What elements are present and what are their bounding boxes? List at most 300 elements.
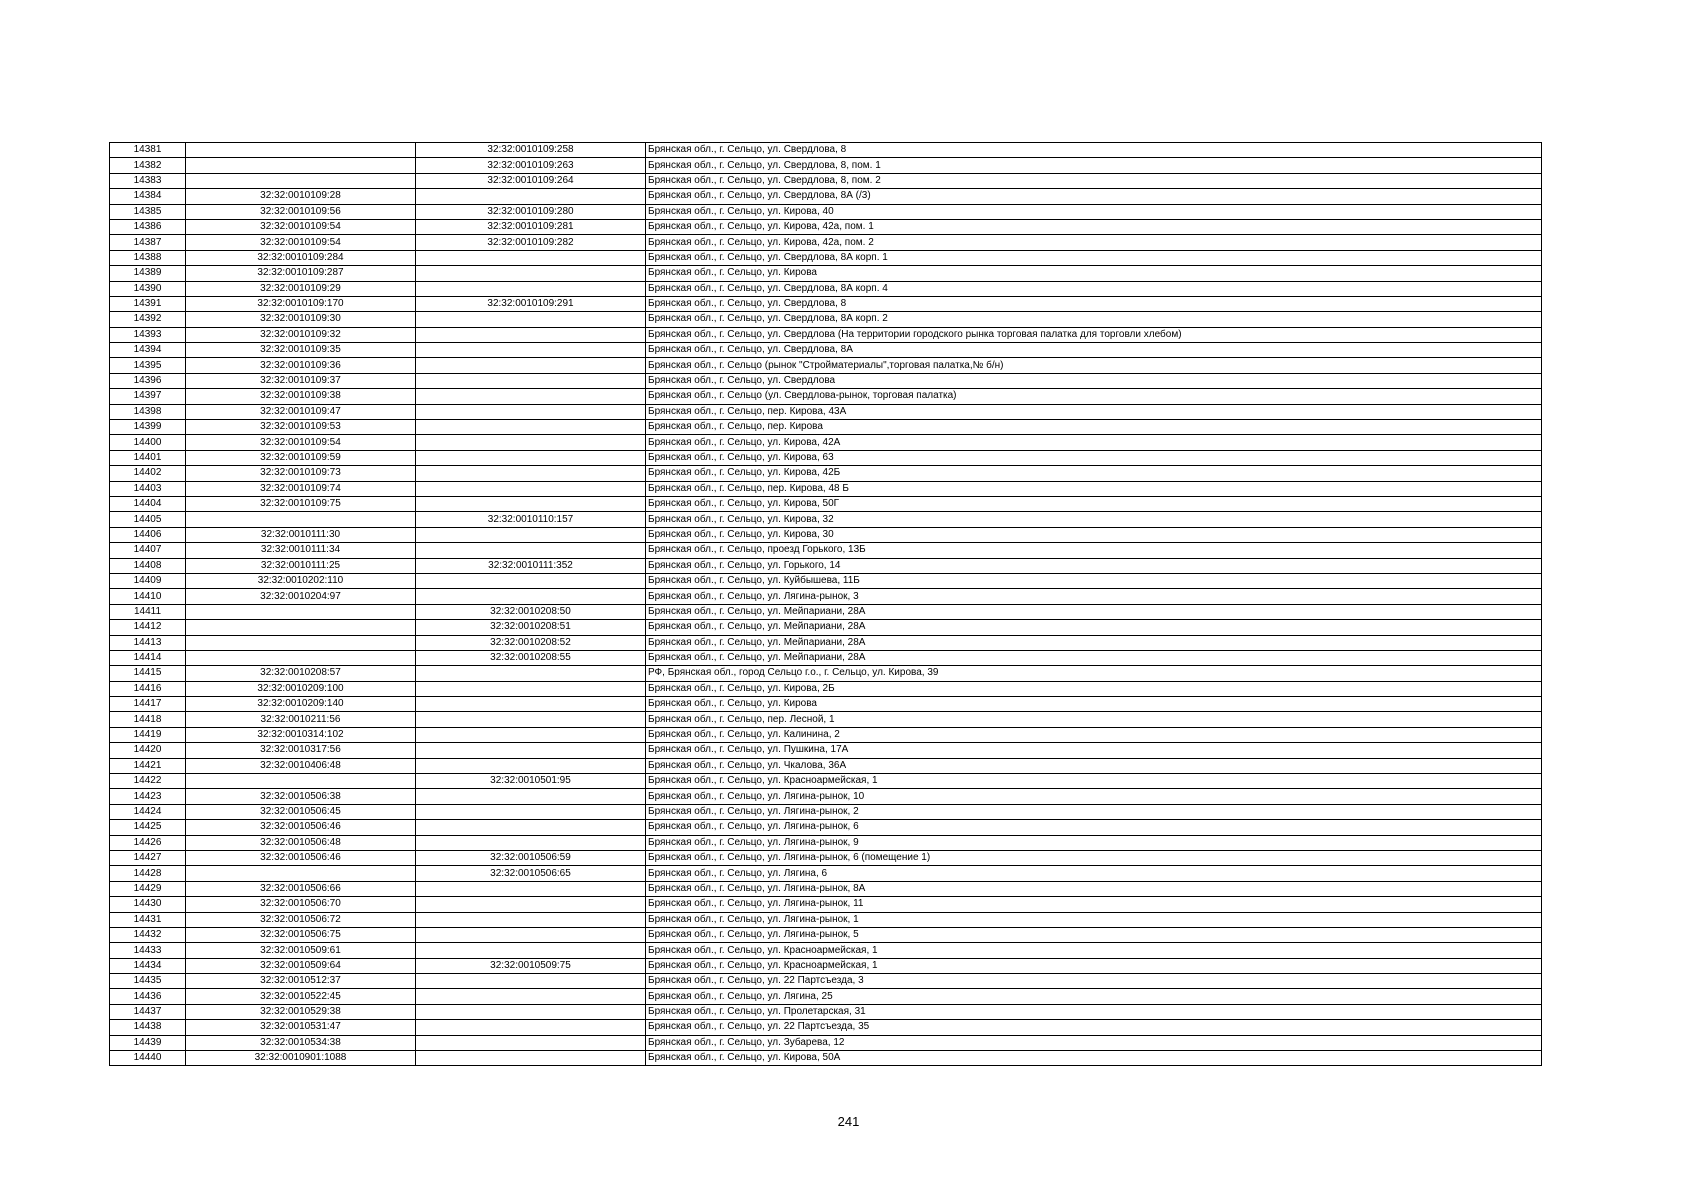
cadastral-number-2-cell xyxy=(416,712,646,727)
row-number-cell: 14381 xyxy=(110,143,186,158)
table-row xyxy=(110,481,1542,496)
cadastral-number-2-cell xyxy=(416,1020,646,1035)
address-cell: Брянская обл., г. Сельцо, ул. Красноармейская, 1 xyxy=(646,943,1542,958)
row-number-cell: 14417 xyxy=(110,697,186,712)
cadastral-number-2-cell: 32:32:0010109:280 xyxy=(416,204,646,219)
table-row xyxy=(110,635,1542,650)
cadastral-number-cell: 32:32:0010512:37 xyxy=(186,974,416,989)
cadastral-number-cell: 32:32:0010531:47 xyxy=(186,1020,416,1035)
row-number-cell: 14421 xyxy=(110,758,186,773)
address-cell: Брянская обл., г. Сельцо, ул. Куйбышева, 11Б xyxy=(646,573,1542,588)
row-number-cell: 14434 xyxy=(110,958,186,973)
cadastral-number-cell: 32:32:0010109:59 xyxy=(186,450,416,465)
cadastral-number-cell: 32:32:0010111:25 xyxy=(186,558,416,573)
cadastral-number-cell: 32:32:0010534:38 xyxy=(186,1035,416,1050)
table-row xyxy=(110,158,1542,173)
address-cell: Брянская обл., г. Сельцо, ул. Красноармейская, 1 xyxy=(646,958,1542,973)
row-number-cell: 14423 xyxy=(110,789,186,804)
address-cell: Брянская обл., г. Сельцо, ул. Кирова, 63 xyxy=(646,450,1542,465)
cadastral-number-cell: 32:32:0010109:54 xyxy=(186,435,416,450)
row-number-cell: 14422 xyxy=(110,774,186,789)
table-row xyxy=(110,835,1542,850)
table-row xyxy=(110,219,1542,234)
address-cell: Брянская обл., г. Сельцо, ул. Лягина-рынок, 6 (помещение 1) xyxy=(646,850,1542,865)
table-row xyxy=(110,712,1542,727)
row-number-cell: 14435 xyxy=(110,974,186,989)
address-cell: Брянская обл., г. Сельцо, ул. 22 Партсъезда, 3 xyxy=(646,974,1542,989)
address-cell: Брянская обл., г. Сельцо, проезд Горького, 13Б xyxy=(646,543,1542,558)
table-row xyxy=(110,450,1542,465)
table-row xyxy=(110,804,1542,819)
row-number-cell: 14394 xyxy=(110,343,186,358)
cadastral-number-cell: 32:32:0010522:45 xyxy=(186,989,416,1004)
row-number-cell: 14397 xyxy=(110,389,186,404)
cadastral-number-2-cell xyxy=(416,804,646,819)
address-cell: Брянская обл., г. Сельцо, ул. Лягина, 25 xyxy=(646,989,1542,1004)
cadastral-number-2-cell: 32:32:0010109:282 xyxy=(416,235,646,250)
cadastral-number-2-cell: 32:32:0010111:352 xyxy=(416,558,646,573)
cadastral-number-2-cell xyxy=(416,466,646,481)
row-number-cell: 14391 xyxy=(110,296,186,311)
cadastral-number-cell: 32:32:0010506:72 xyxy=(186,912,416,927)
cadastral-number-cell: 32:32:0010109:47 xyxy=(186,404,416,419)
cadastral-number-2-cell xyxy=(416,1035,646,1050)
cadastral-number-cell: 32:32:0010901:1088 xyxy=(186,1051,416,1066)
address-cell: Брянская обл., г. Сельцо, ул. Чкалова, 36А xyxy=(646,758,1542,773)
table-row xyxy=(110,389,1542,404)
cadastral-number-cell: 32:32:0010109:56 xyxy=(186,204,416,219)
address-cell: Брянская обл., г. Сельцо (ул. Свердлова-рынок, торговая палатка) xyxy=(646,389,1542,404)
table-row xyxy=(110,420,1542,435)
cadastral-number-cell: 32:32:0010506:75 xyxy=(186,927,416,942)
table-row xyxy=(110,189,1542,204)
table-row xyxy=(110,820,1542,835)
row-number-cell: 14401 xyxy=(110,450,186,465)
table-row xyxy=(110,466,1542,481)
row-number-cell: 14382 xyxy=(110,158,186,173)
cadastral-number-2-cell xyxy=(416,496,646,511)
table-row xyxy=(110,758,1542,773)
address-cell: Брянская обл., г. Сельцо, ул. Кирова, 30 xyxy=(646,527,1542,542)
row-number-cell: 14384 xyxy=(110,189,186,204)
table-row xyxy=(110,543,1542,558)
cadastral-number-2-cell xyxy=(416,835,646,850)
cadastral-number-2-cell xyxy=(416,681,646,696)
cadastral-number-cell: 32:32:0010506:70 xyxy=(186,897,416,912)
address-cell: Брянская обл., г. Сельцо, ул. Лягина-рынок, 10 xyxy=(646,789,1542,804)
table-row xyxy=(110,1004,1542,1019)
table-row xyxy=(110,358,1542,373)
row-number-cell: 14405 xyxy=(110,512,186,527)
address-cell: Брянская обл., г. Сельцо, ул. Свердлова, 8, пом. 2 xyxy=(646,173,1542,188)
address-cell: Брянская обл., г. Сельцо, ул. Кирова, 42А xyxy=(646,435,1542,450)
address-cell: Брянская обл., г. Сельцо, ул. Свердлова, 8 xyxy=(646,296,1542,311)
row-number-cell: 14431 xyxy=(110,912,186,927)
table-row xyxy=(110,620,1542,635)
cadastral-number-2-cell xyxy=(416,404,646,419)
cadastral-number-2-cell: 32:32:0010208:51 xyxy=(416,620,646,635)
cadastral-number-2-cell xyxy=(416,820,646,835)
address-cell: Брянская обл., г. Сельцо, ул. Кирова, 2Б xyxy=(646,681,1542,696)
cadastral-number-2-cell xyxy=(416,927,646,942)
cadastral-number-2-cell xyxy=(416,881,646,896)
table-row xyxy=(110,1020,1542,1035)
cadastral-number-cell: 32:32:0010109:75 xyxy=(186,496,416,511)
row-number-cell: 14420 xyxy=(110,743,186,758)
table-row xyxy=(110,604,1542,619)
table-row xyxy=(110,235,1542,250)
cadastral-number-cell: 32:32:0010209:140 xyxy=(186,697,416,712)
cadastral-number-2-cell xyxy=(416,327,646,342)
cadastral-number-cell: 32:32:0010506:38 xyxy=(186,789,416,804)
cadastral-number-2-cell xyxy=(416,789,646,804)
cadastral-number-2-cell xyxy=(416,281,646,296)
cadastral-number-cell: 32:32:0010109:73 xyxy=(186,466,416,481)
cadastral-number-cell: 32:32:0010506:66 xyxy=(186,881,416,896)
address-cell: Брянская обл., г. Сельцо, ул. Лягина-рынок, 5 xyxy=(646,927,1542,942)
address-cell: Брянская обл., г. Сельцо, ул. Зубарева, 12 xyxy=(646,1035,1542,1050)
address-cell: Брянская обл., г. Сельцо, ул. Кирова, 50А xyxy=(646,1051,1542,1066)
cadastral-number-cell: 32:32:0010109:287 xyxy=(186,266,416,281)
address-cell: Брянская обл., г. Сельцо, ул. Свердлова, 8А корп. 2 xyxy=(646,312,1542,327)
cadastral-number-2-cell xyxy=(416,266,646,281)
row-number-cell: 14403 xyxy=(110,481,186,496)
table-row xyxy=(110,312,1542,327)
cadastral-number-2-cell xyxy=(416,589,646,604)
cadastral-number-cell xyxy=(186,774,416,789)
row-number-cell: 14402 xyxy=(110,466,186,481)
row-number-cell: 14432 xyxy=(110,927,186,942)
cadastral-number-2-cell xyxy=(416,974,646,989)
table-row xyxy=(110,789,1542,804)
row-number-cell: 14398 xyxy=(110,404,186,419)
address-cell: Брянская обл., г. Сельцо, ул. Лягина-рынок, 9 xyxy=(646,835,1542,850)
cadastral-number-cell: 32:32:0010109:32 xyxy=(186,327,416,342)
cadastral-number-2-cell xyxy=(416,697,646,712)
table-row xyxy=(110,204,1542,219)
table-row xyxy=(110,373,1542,388)
cadastral-number-2-cell: 32:32:0010501:95 xyxy=(416,774,646,789)
row-number-cell: 14399 xyxy=(110,420,186,435)
address-cell: Брянская обл., г. Сельцо, ул. Мейпариани, 28А xyxy=(646,604,1542,619)
address-cell: Брянская обл., г. Сельцо, ул. Свердлова, 8 xyxy=(646,143,1542,158)
cadastral-number-cell xyxy=(186,866,416,881)
row-number-cell: 14433 xyxy=(110,943,186,958)
cadastral-number-cell xyxy=(186,173,416,188)
address-cell: Брянская обл., г. Сельцо, ул. Свердлова xyxy=(646,373,1542,388)
address-cell: Брянская обл., г. Сельцо, ул. Пролетарская, 31 xyxy=(646,1004,1542,1019)
address-cell: Брянская обл., г. Сельцо, ул. Лягина-рынок, 6 xyxy=(646,820,1542,835)
cadastral-number-cell: 32:32:0010109:36 xyxy=(186,358,416,373)
row-number-cell: 14389 xyxy=(110,266,186,281)
cadastral-number-2-cell xyxy=(416,1051,646,1066)
address-cell: Брянская обл., г. Сельцо, ул. Кирова xyxy=(646,697,1542,712)
table-row xyxy=(110,958,1542,973)
address-cell: Брянская обл., г. Сельцо, ул. Лягина-рынок, 11 xyxy=(646,897,1542,912)
row-number-cell: 14383 xyxy=(110,173,186,188)
cadastral-number-cell xyxy=(186,158,416,173)
cadastral-number-2-cell xyxy=(416,312,646,327)
address-cell: Брянская обл., г. Сельцо, пер. Кирова, 48 Б xyxy=(646,481,1542,496)
address-cell: Брянская обл., г. Сельцо (рынок "Стройматериалы",торговая палатка,№ б/н) xyxy=(646,358,1542,373)
row-number-cell: 14425 xyxy=(110,820,186,835)
cadastral-number-2-cell xyxy=(416,250,646,265)
registry-table-body xyxy=(110,143,1542,1066)
cadastral-number-2-cell xyxy=(416,358,646,373)
address-cell: Брянская обл., г. Сельцо, ул. Свердлова (На территории городского рынка торговая палатка для торговли хлебом) xyxy=(646,327,1542,342)
row-number-cell: 14414 xyxy=(110,650,186,665)
cadastral-number-2-cell: 32:32:0010110:157 xyxy=(416,512,646,527)
address-cell: Брянская обл., г. Сельцо, пер. Кирова xyxy=(646,420,1542,435)
row-number-cell: 14386 xyxy=(110,219,186,234)
cadastral-number-cell: 32:32:0010529:38 xyxy=(186,1004,416,1019)
cadastral-number-2-cell xyxy=(416,897,646,912)
table-row xyxy=(110,496,1542,511)
cadastral-number-2-cell: 32:32:0010208:52 xyxy=(416,635,646,650)
cadastral-number-cell: 32:32:0010109:38 xyxy=(186,389,416,404)
row-number-cell: 14408 xyxy=(110,558,186,573)
cadastral-number-2-cell xyxy=(416,543,646,558)
cadastral-number-2-cell xyxy=(416,373,646,388)
row-number-cell: 14409 xyxy=(110,573,186,588)
address-cell: Брянская обл., г. Сельцо, ул. Свердлова, 8, пом. 1 xyxy=(646,158,1542,173)
address-cell: Брянская обл., г. Сельцо, ул. Мейпариани, 28А xyxy=(646,620,1542,635)
cadastral-number-cell: 32:32:0010109:29 xyxy=(186,281,416,296)
row-number-cell: 14440 xyxy=(110,1051,186,1066)
table-row xyxy=(110,173,1542,188)
table-row xyxy=(110,650,1542,665)
row-number-cell: 14410 xyxy=(110,589,186,604)
address-cell: Брянская обл., г. Сельцо, ул. Кирова, 40 xyxy=(646,204,1542,219)
cadastral-number-2-cell xyxy=(416,758,646,773)
table-row xyxy=(110,1035,1542,1050)
cadastral-number-2-cell xyxy=(416,1004,646,1019)
row-number-cell: 14390 xyxy=(110,281,186,296)
row-number-cell: 14387 xyxy=(110,235,186,250)
row-number-cell: 14396 xyxy=(110,373,186,388)
row-number-cell: 14385 xyxy=(110,204,186,219)
table-row xyxy=(110,573,1542,588)
cadastral-number-cell xyxy=(186,650,416,665)
cadastral-number-cell: 32:32:0010317:56 xyxy=(186,743,416,758)
cadastral-number-cell: 32:32:0010509:64 xyxy=(186,958,416,973)
cadastral-number-cell: 32:32:0010109:28 xyxy=(186,189,416,204)
row-number-cell: 14413 xyxy=(110,635,186,650)
table-row xyxy=(110,666,1542,681)
row-number-cell: 14438 xyxy=(110,1020,186,1035)
table-row xyxy=(110,435,1542,450)
row-number-cell: 14418 xyxy=(110,712,186,727)
cadastral-number-cell: 32:32:0010314:102 xyxy=(186,727,416,742)
table-row xyxy=(110,774,1542,789)
row-number-cell: 14395 xyxy=(110,358,186,373)
row-number-cell: 14429 xyxy=(110,881,186,896)
table-row xyxy=(110,743,1542,758)
table-row xyxy=(110,527,1542,542)
row-number-cell: 14416 xyxy=(110,681,186,696)
cadastral-number-cell xyxy=(186,635,416,650)
cadastral-number-2-cell: 32:32:0010109:258 xyxy=(416,143,646,158)
address-cell: Брянская обл., г. Сельцо, ул. Кирова, 42Б xyxy=(646,466,1542,481)
cadastral-number-cell: 32:32:0010209:100 xyxy=(186,681,416,696)
address-cell: Брянская обл., г. Сельцо, пер. Кирова, 43А xyxy=(646,404,1542,419)
cadastral-number-cell: 32:32:0010111:30 xyxy=(186,527,416,542)
row-number-cell: 14426 xyxy=(110,835,186,850)
address-cell: Брянская обл., г. Сельцо, ул. Мейпариани, 28А xyxy=(646,650,1542,665)
cadastral-number-2-cell: 32:32:0010506:65 xyxy=(416,866,646,881)
address-cell: Брянская обл., г. Сельцо, ул. Кирова, 42а, пом. 1 xyxy=(646,219,1542,234)
cadastral-number-cell: 32:32:0010109:53 xyxy=(186,420,416,435)
cadastral-number-2-cell xyxy=(416,989,646,1004)
table-row xyxy=(110,589,1542,604)
table-row xyxy=(110,512,1542,527)
cadastral-number-2-cell xyxy=(416,450,646,465)
cadastral-number-2-cell: 32:32:0010109:291 xyxy=(416,296,646,311)
table-row xyxy=(110,727,1542,742)
row-number-cell: 14400 xyxy=(110,435,186,450)
cadastral-number-cell: 32:32:0010509:61 xyxy=(186,943,416,958)
cadastral-number-2-cell xyxy=(416,527,646,542)
table-row xyxy=(110,296,1542,311)
row-number-cell: 14419 xyxy=(110,727,186,742)
address-cell: Брянская обл., г. Сельцо, ул. Свердлова, 8А xyxy=(646,343,1542,358)
cadastral-number-cell: 32:32:0010109:74 xyxy=(186,481,416,496)
address-cell: Брянская обл., г. Сельцо, ул. Мейпариани, 28А xyxy=(646,635,1542,650)
row-number-cell: 14430 xyxy=(110,897,186,912)
address-cell: Брянская обл., г. Сельцо, ул. Свердлова, 8А корп. 1 xyxy=(646,250,1542,265)
cadastral-number-2-cell: 32:32:0010109:281 xyxy=(416,219,646,234)
cadastral-number-cell: 32:32:0010506:45 xyxy=(186,804,416,819)
cadastral-number-2-cell xyxy=(416,666,646,681)
cadastral-number-2-cell: 32:32:0010109:264 xyxy=(416,173,646,188)
cadastral-number-cell xyxy=(186,620,416,635)
table-row xyxy=(110,850,1542,865)
cadastral-number-2-cell xyxy=(416,943,646,958)
address-cell: Брянская обл., г. Сельцо, ул. Лягина-рынок, 8А xyxy=(646,881,1542,896)
cadastral-number-2-cell: 32:32:0010208:50 xyxy=(416,604,646,619)
table-row xyxy=(110,250,1542,265)
cadastral-number-cell: 32:32:0010506:46 xyxy=(186,850,416,865)
cadastral-number-2-cell xyxy=(416,727,646,742)
table-row xyxy=(110,881,1542,896)
cadastral-number-cell xyxy=(186,604,416,619)
row-number-cell: 14388 xyxy=(110,250,186,265)
row-number-cell: 14404 xyxy=(110,496,186,511)
row-number-cell: 14439 xyxy=(110,1035,186,1050)
table-row xyxy=(110,558,1542,573)
table-row xyxy=(110,1051,1542,1066)
row-number-cell: 14392 xyxy=(110,312,186,327)
table-row xyxy=(110,266,1542,281)
cadastral-number-cell: 32:32:0010109:35 xyxy=(186,343,416,358)
address-cell: Брянская обл., г. Сельцо, ул. Кирова xyxy=(646,266,1542,281)
cadastral-number-2-cell: 32:32:0010109:263 xyxy=(416,158,646,173)
cadastral-number-cell: 32:32:0010406:48 xyxy=(186,758,416,773)
cadastral-number-cell: 32:32:0010208:57 xyxy=(186,666,416,681)
address-cell: Брянская обл., г. Сельцо, ул. Лягина-рынок, 2 xyxy=(646,804,1542,819)
cadastral-number-cell: 32:32:0010109:170 xyxy=(186,296,416,311)
cadastral-number-2-cell xyxy=(416,573,646,588)
table-row xyxy=(110,974,1542,989)
row-number-cell: 14406 xyxy=(110,527,186,542)
table-row xyxy=(110,143,1542,158)
table-row xyxy=(110,989,1542,1004)
address-cell: Брянская обл., г. Сельцо, ул. Кирова, 50Г xyxy=(646,496,1542,511)
cadastral-number-cell: 32:32:0010109:54 xyxy=(186,235,416,250)
address-cell: Брянская обл., г. Сельцо, ул. Горького, 14 xyxy=(646,558,1542,573)
cadastral-number-cell xyxy=(186,512,416,527)
address-cell: Брянская обл., г. Сельцо, ул. Свердлова, 8А (/3) xyxy=(646,189,1542,204)
cadastral-number-2-cell xyxy=(416,189,646,204)
cadastral-number-cell xyxy=(186,143,416,158)
address-cell: Брянская обл., г. Сельцо, пер. Лесной, 1 xyxy=(646,712,1542,727)
table-row xyxy=(110,681,1542,696)
address-cell: Брянская обл., г. Сельцо, ул. Пушкина, 17А xyxy=(646,743,1542,758)
cadastral-number-cell: 32:32:0010204:97 xyxy=(186,589,416,604)
cadastral-number-cell: 32:32:0010506:46 xyxy=(186,820,416,835)
table-row xyxy=(110,927,1542,942)
row-number-cell: 14393 xyxy=(110,327,186,342)
address-cell: Брянская обл., г. Сельцо, ул. Лягина-рынок, 1 xyxy=(646,912,1542,927)
row-number-cell: 14424 xyxy=(110,804,186,819)
cadastral-number-cell: 32:32:0010211:56 xyxy=(186,712,416,727)
address-cell: Брянская обл., г. Сельцо, ул. Кирова, 32 xyxy=(646,512,1542,527)
table-row xyxy=(110,697,1542,712)
cadastral-number-2-cell xyxy=(416,389,646,404)
address-cell: РФ, Брянская обл., город Сельцо г.о., г. Сельцо, ул. Кирова, 39 xyxy=(646,666,1542,681)
table-row xyxy=(110,912,1542,927)
address-cell: Брянская обл., г. Сельцо, ул. Красноармейская, 1 xyxy=(646,774,1542,789)
cadastral-number-2-cell xyxy=(416,912,646,927)
row-number-cell: 14407 xyxy=(110,543,186,558)
cadastral-number-cell: 32:32:0010109:30 xyxy=(186,312,416,327)
row-number-cell: 14427 xyxy=(110,850,186,865)
cadastral-number-2-cell: 32:32:0010506:59 xyxy=(416,850,646,865)
cadastral-number-cell: 32:32:0010506:48 xyxy=(186,835,416,850)
address-cell: Брянская обл., г. Сельцо, ул. Свердлова, 8А корп. 4 xyxy=(646,281,1542,296)
cadastral-number-2-cell xyxy=(416,435,646,450)
address-cell: Брянская обл., г. Сельцо, ул. Кирова, 42а, пом. 2 xyxy=(646,235,1542,250)
cadastral-number-cell: 32:32:0010111:34 xyxy=(186,543,416,558)
table-row xyxy=(110,866,1542,881)
row-number-cell: 14437 xyxy=(110,1004,186,1019)
cadastral-number-cell: 32:32:0010109:37 xyxy=(186,373,416,388)
table-row xyxy=(110,943,1542,958)
row-number-cell: 14428 xyxy=(110,866,186,881)
row-number-cell: 14412 xyxy=(110,620,186,635)
table-row xyxy=(110,404,1542,419)
cadastral-number-2-cell: 32:32:0010208:55 xyxy=(416,650,646,665)
table-row xyxy=(110,343,1542,358)
address-cell: Брянская обл., г. Сельцо, ул. 22 Партсъезда, 35 xyxy=(646,1020,1542,1035)
cadastral-number-cell: 32:32:0010109:54 xyxy=(186,219,416,234)
cadastral-number-2-cell xyxy=(416,343,646,358)
cadastral-number-cell: 32:32:0010202:110 xyxy=(186,573,416,588)
page-number: 241 xyxy=(837,1114,860,1129)
address-cell: Брянская обл., г. Сельцо, ул. Лягина, 6 xyxy=(646,866,1542,881)
cadastral-number-2-cell xyxy=(416,420,646,435)
row-number-cell: 14415 xyxy=(110,666,186,681)
address-cell: Брянская обл., г. Сельцо, ул. Калинина, 2 xyxy=(646,727,1542,742)
cadastral-number-2-cell xyxy=(416,743,646,758)
cadastral-number-cell: 32:32:0010109:284 xyxy=(186,250,416,265)
row-number-cell: 14436 xyxy=(110,989,186,1004)
table-row xyxy=(110,281,1542,296)
cadastral-number-2-cell: 32:32:0010509:75 xyxy=(416,958,646,973)
registry-table xyxy=(109,142,1542,1066)
table-row xyxy=(110,897,1542,912)
row-number-cell: 14411 xyxy=(110,604,186,619)
